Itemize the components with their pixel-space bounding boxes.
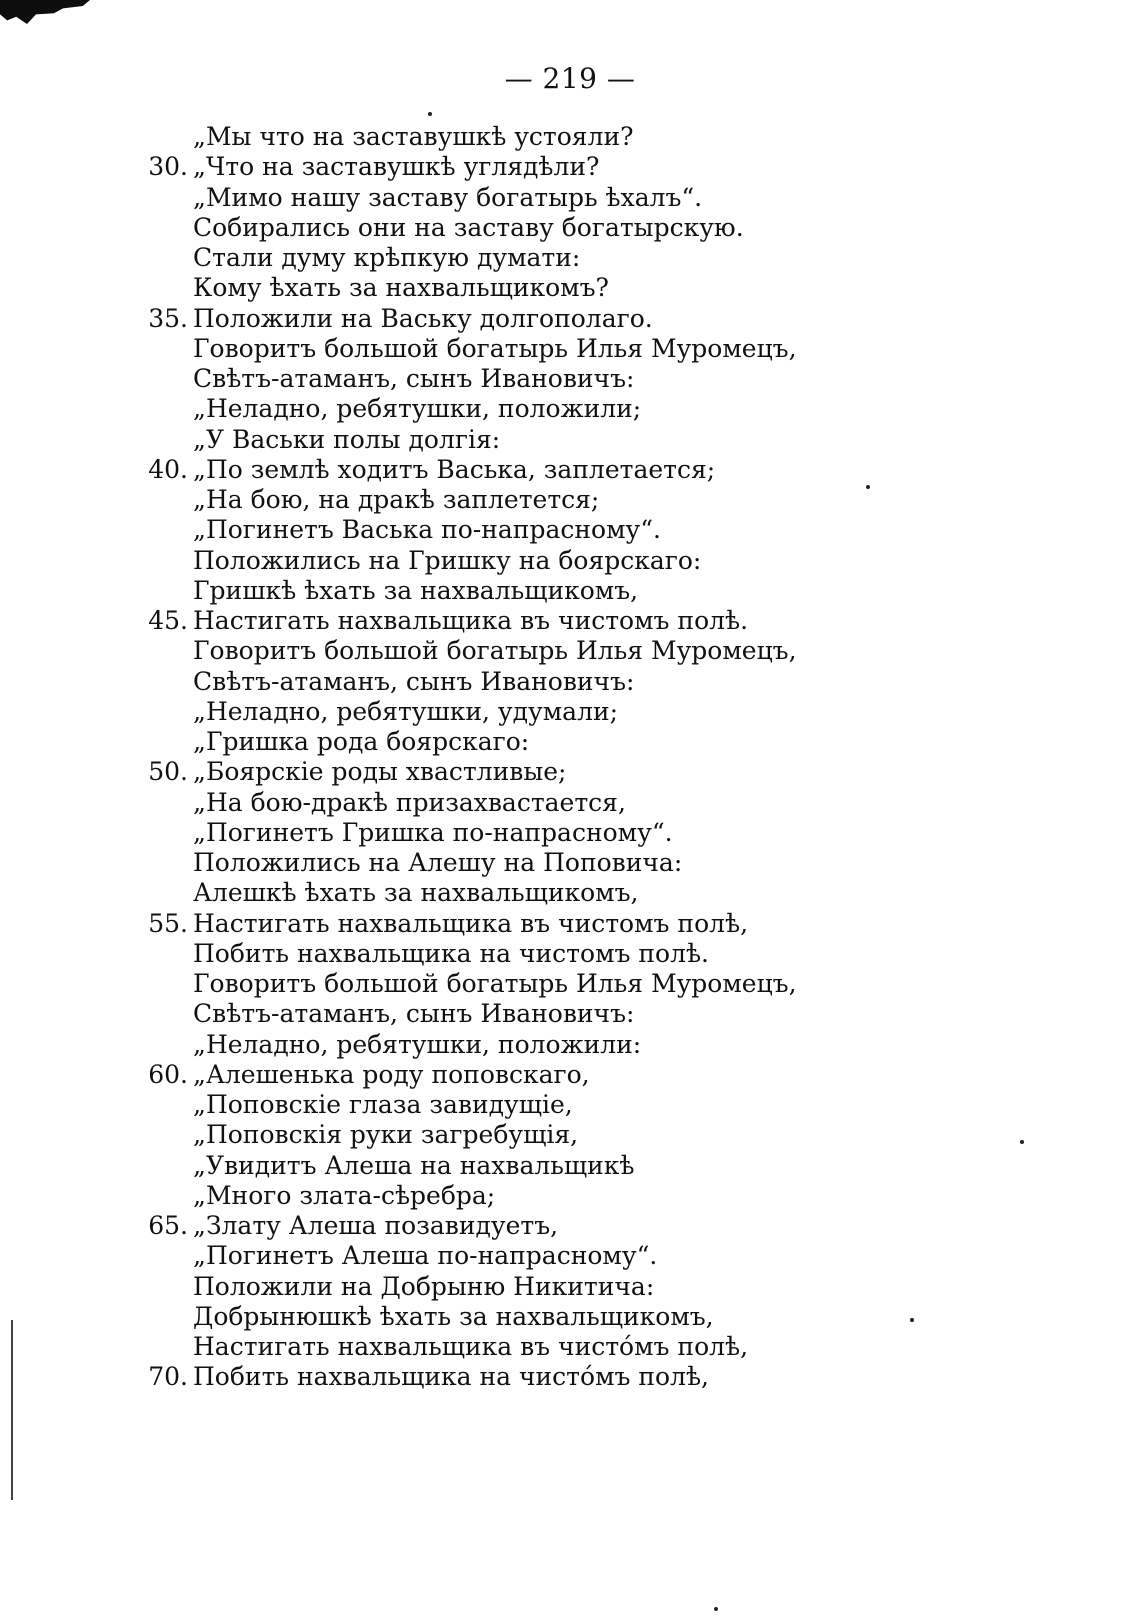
line-text: Говоритъ большой богатырь Илья Муромецъ, (193, 333, 797, 363)
poem-line (0, 546, 1140, 576)
poem-line (0, 636, 1140, 666)
line-text: Говоритъ большой богатырь Илья Муромецъ, (193, 636, 797, 666)
poem-line (0, 1302, 1140, 1332)
poem-line (0, 1362, 1140, 1392)
poem-line (0, 515, 1140, 545)
line-text: Говоритъ большой богатырь Илья Муромецъ, (193, 969, 797, 998)
line-number: 70. (148, 1362, 188, 1392)
line-number: 45. (148, 606, 188, 635)
line-text: „Мимо нашу заставу богатырь ѣхалъ“. (193, 182, 703, 212)
line-text: „Гришка рода боярскаго: (193, 727, 530, 756)
poem-line (0, 697, 1140, 727)
line-text: Свѣтъ-атаманъ, сынъ Ивановичъ: (193, 666, 635, 696)
line-text: Кому ѣхать за нахвальщикомъ? (193, 273, 609, 303)
poem-line (0, 273, 1140, 303)
poem-line (0, 818, 1140, 848)
line-number: 30. (148, 152, 188, 182)
poem-line (0, 757, 1140, 787)
line-text: Положились на Гришку на боярскаго: (193, 545, 702, 575)
line-text: Настигать нахвальщика въ чистóмъ полѣ, (193, 1332, 749, 1361)
poem-line (0, 727, 1140, 757)
line-text: „Неладно, ребятушки, удумали; (193, 696, 619, 726)
poem-line (0, 1090, 1140, 1120)
line-text: Собирались они на заставу богатырскую. (193, 212, 744, 242)
line-text: Гришкѣ ѣхать за нахвальщикомъ, (193, 575, 639, 605)
line-text: „Боярскіе роды хвастливые; (193, 757, 567, 787)
line-text: Положили на Добрыню Никитича: (193, 1271, 655, 1301)
line-text: „Погинетъ Васька по-напрасному“. (193, 515, 661, 545)
speck (428, 112, 432, 116)
line-text: Добрынюшкѣ ѣхать за нахвальщикомъ, (193, 1301, 714, 1331)
poem-line (0, 1332, 1140, 1362)
poem-line (0, 213, 1140, 243)
line-number: 35. (148, 303, 188, 333)
poem-line (0, 122, 1140, 152)
line-text: „Поповскіе глаза завидущіе, (193, 1090, 573, 1119)
line-number: 40. (148, 454, 188, 484)
poem-line (0, 788, 1140, 818)
poem-line (0, 455, 1140, 485)
line-text: „По землѣ ходитъ Васька, заплетается; (193, 454, 716, 484)
poem-line (0, 1211, 1140, 1241)
line-text: Стали думу крѣпкую думати: (193, 243, 581, 272)
line-text: Побить нахвальщика на чистомъ полѣ. (193, 938, 709, 968)
line-text: „Поповскія руки загребущія, (193, 1120, 579, 1150)
poem-line (0, 183, 1140, 213)
ink-blot (0, 0, 90, 24)
line-text: Положили на Ваську долгополаго. (193, 303, 653, 333)
line-text: „На бою, на дракѣ заплетется; (193, 485, 600, 514)
line-text: „Много злата-сѣребра; (193, 1180, 496, 1210)
poem-line (0, 878, 1140, 908)
line-text: „Неладно, ребятушки, положили; (193, 394, 642, 424)
poem-line (0, 1030, 1140, 1060)
poem-line (0, 1272, 1140, 1302)
poem-line (0, 848, 1140, 878)
poem-line (0, 394, 1140, 424)
line-text: Настигать нахвальщика въ чистомъ полѣ, (193, 908, 749, 938)
poem-line (0, 243, 1140, 273)
poem-line (0, 1120, 1140, 1150)
line-text: „Увидитъ Алеша на нахвальщикѣ (193, 1150, 635, 1180)
poem-line (0, 576, 1140, 606)
poem-line (0, 1151, 1140, 1181)
poem-line (0, 606, 1140, 636)
line-text: Положились на Алешу на Поповича: (193, 848, 683, 877)
poem-line (0, 1241, 1140, 1271)
line-number: 50. (148, 757, 188, 787)
poem-line (0, 485, 1140, 515)
poem-line (0, 939, 1140, 969)
line-text: Алешкѣ ѣхать за нахвальщикомъ, (193, 878, 639, 908)
poem-line (0, 304, 1140, 334)
line-text: „Неладно, ребятушки, положили: (193, 1029, 642, 1059)
poem-line (0, 364, 1140, 394)
line-text: „Погинетъ Алеша по-напрасному“. (193, 1241, 658, 1271)
line-text: „Злату Алеша позавидуетъ, (193, 1211, 559, 1240)
poem-line (0, 969, 1140, 999)
line-text: „На бою-дракѣ призахвастается, (193, 787, 626, 817)
poem-line (0, 909, 1140, 939)
page-number: — 219 — (504, 62, 636, 95)
line-text: „Погинетъ Гришка по-напрасному“. (193, 817, 673, 847)
line-text: „Мы что на заставушкѣ устояли? (193, 122, 634, 151)
poem-line (0, 1181, 1140, 1211)
poem-text (0, 122, 1140, 1393)
line-text: Побить нахвальщика на чистóмъ полѣ, (193, 1362, 709, 1392)
line-text: „Что на заставушкѣ углядѣли? (193, 152, 600, 182)
poem-line (0, 152, 1140, 182)
line-text: Свѣтъ-атаманъ, сынъ Ивановичъ: (193, 999, 635, 1029)
speck (714, 1607, 718, 1611)
poem-line (0, 1060, 1140, 1090)
line-text: Настигать нахвальщика въ чистомъ полѣ. (193, 606, 749, 635)
line-number: 55. (148, 908, 188, 938)
line-text: „Алешенька роду поповскаго, (193, 1059, 590, 1089)
line-text: „У Васьки полы долгія: (193, 424, 501, 454)
poem-line (0, 334, 1140, 364)
poem-line (0, 999, 1140, 1029)
line-number: 65. (148, 1211, 188, 1240)
line-number: 60. (148, 1059, 188, 1089)
poem-line (0, 425, 1140, 455)
line-text: Свѣтъ-атаманъ, сынъ Ивановичъ: (193, 364, 635, 393)
poem-line (0, 667, 1140, 697)
